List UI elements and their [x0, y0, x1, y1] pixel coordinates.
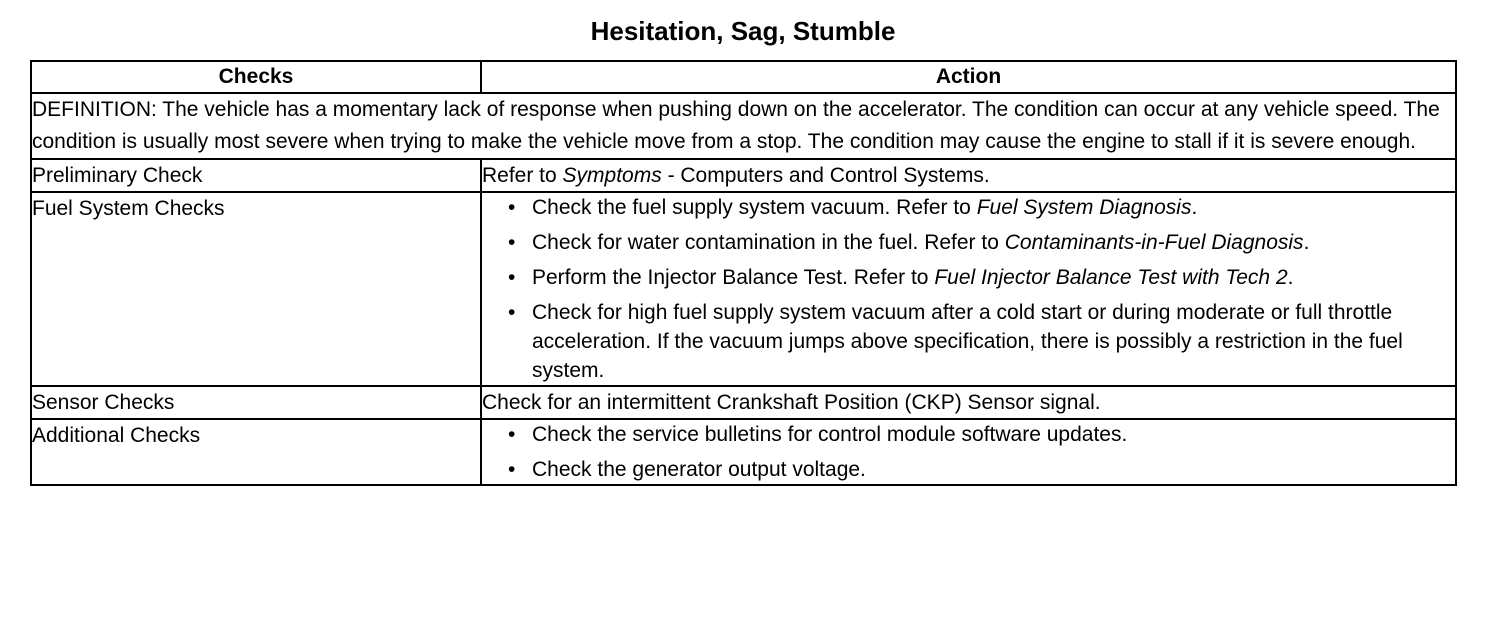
check-label-fuel-system: Fuel System Checks: [31, 192, 481, 386]
action-sensor: Check for an intermittent Crankshaft Position (CKP) Sensor signal.: [481, 386, 1456, 419]
table-row: [31, 192, 1456, 386]
bullet-icon: •: [508, 196, 516, 219]
bullet-reference: Contaminants-in-Fuel Diagnosis: [1004, 231, 1304, 254]
diagnostic-table: [30, 60, 1457, 486]
bullet-list: [482, 420, 1455, 484]
action-additional: [481, 419, 1456, 485]
table-row: [31, 386, 1456, 419]
bullet-icon: •: [508, 266, 516, 289]
header-row: [31, 61, 1456, 93]
action-preliminary: [481, 159, 1456, 192]
list-item: [508, 298, 1455, 385]
bullet-text: Check for water contamination in the fuel. Refer to: [532, 231, 1005, 254]
list-item: [508, 193, 1455, 222]
bullet-reference: Fuel Injector Balance Test with Tech 2: [934, 266, 1288, 289]
list-item: [508, 263, 1455, 292]
bullet-reference: Fuel System Diagnosis: [976, 196, 1192, 219]
check-label-preliminary: Preliminary Check: [31, 159, 481, 192]
page-title: Hesitation, Sag, Stumble: [590, 16, 896, 46]
action-reference-link: Symptoms: [562, 164, 662, 187]
list-item: [508, 455, 1455, 484]
bullet-icon: •: [508, 301, 516, 324]
check-label-sensor: Sensor Checks: [31, 386, 481, 419]
bullet-list: [482, 193, 1455, 385]
action-fuel-system: [481, 192, 1456, 386]
bullet-text-end: .: [1287, 266, 1294, 289]
table-row: [31, 419, 1456, 485]
definition-text: DEFINITION: The vehicle has a momentary lack of response when pushing down on the accelerator. The condition can occur at any vehicle speed. The condition is usually most severe when trying to make the vehicle move from a stop. The condition may cause the engine to stall if it is severe enough.: [31, 93, 1456, 159]
action-text: - Computers and Control Systems.: [661, 164, 990, 187]
action-column-header: Action: [481, 61, 1456, 93]
definition-row: [31, 93, 1456, 159]
checks-column-header: Checks: [31, 61, 481, 93]
table-row: [31, 159, 1456, 192]
bullet-icon: •: [508, 231, 516, 254]
bullet-icon: •: [508, 423, 516, 446]
bullet-text-end: .: [1303, 231, 1310, 254]
list-item: [508, 228, 1455, 257]
list-item: [508, 420, 1455, 449]
bullet-text: Check for high fuel supply system vacuum after a cold start or during moderate or full throttle acceleration. If the vacuum jumps above specification, there is possibly a restriction in the fuel system.: [532, 301, 1403, 382]
bullet-text: Check the fuel supply system vacuum. Refer to: [532, 196, 977, 219]
action-text: Refer to: [482, 164, 563, 187]
bullet-text-end: .: [1191, 196, 1198, 219]
bullet-text: Perform the Injector Balance Test. Refer to: [532, 266, 935, 289]
check-label-additional: Additional Checks: [31, 419, 481, 485]
bullet-text: Check the service bulletins for control module software updates.: [532, 423, 1128, 446]
bullet-text: Check the generator output voltage.: [532, 458, 866, 481]
bullet-icon: •: [508, 458, 516, 481]
